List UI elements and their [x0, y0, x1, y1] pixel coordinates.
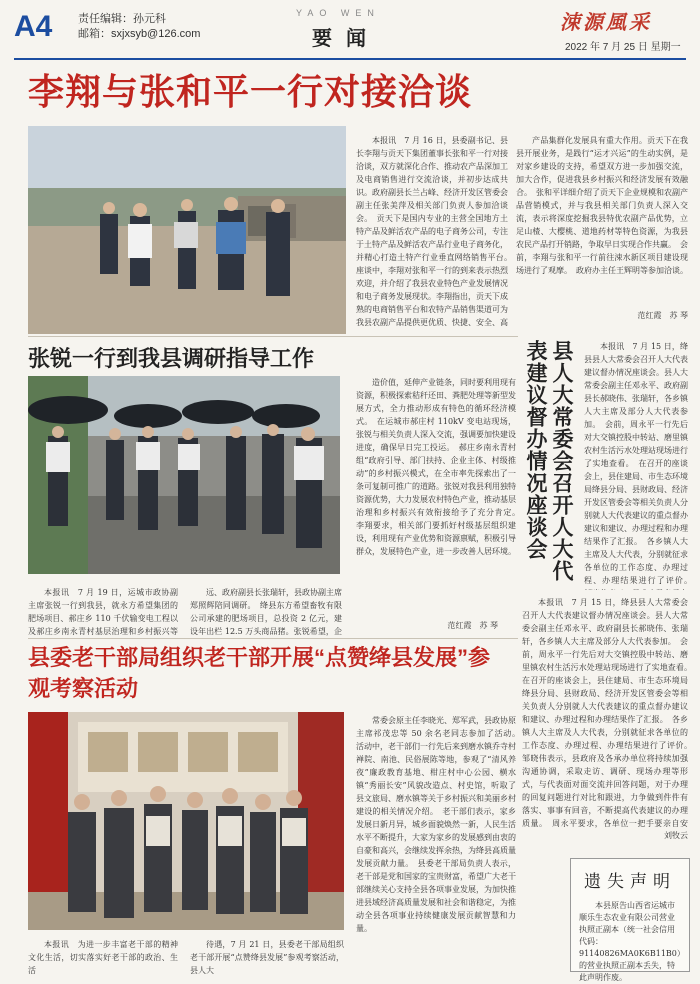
article1-photo: [28, 126, 346, 334]
article2-col-mid: [190, 586, 342, 638]
divider: [28, 336, 518, 337]
umbrella-photo-illustration: [28, 376, 340, 574]
article1-col1: [356, 134, 508, 330]
article4-text-right: 常委会原主任李晓光、郑军武，县政协原主席祁茂忠等 50 余名老同志参加了活动。 活动中，老干部们一行先后来到磨水镇乔寺村禅院、南池、民俗展陈等地，参观了“清风养夜”廉政教育基地、柑庄村中心公园、横水镇“秀丽长安”风貌改造点、村史馆，听取了县文旅局、磨水镇等关于乡村振兴和美丽乡村建设的相关情况介绍。 老干部们表示，家乡发展日新月异，城乡面貌焕然一新，人民生活水平不断提升，大家为家乡的发展感到由衷的自豪和高兴，会继续发挥余热，为绛县高质量发展贡献力量。 县委老干部局负责人表示，老干部是党和国家的宝贵财富，希望广大老干部继续关心支持全县各项事业发展，为加快推进县域经济高质量发展和社会和谐稳定，为推动全县各项事业持续健康发展贡献智慧和力量。: [356, 716, 516, 933]
divider: [28, 638, 518, 639]
article3-text-bottom: 本报讯 7 月 15 日，绛县县人大常委会召开人大代表建议督办情况座谈会。县人大常委会副主任邓永平、政府副县长郝晓伟、张瑞轩，各乡镇人大主席及部分人大代表参加。 会前，周永平一行先后对大交镇控股中转站、磨里镇农村生活污水处理站现场进行了实地查看。 在召开的座谈会上，县住建局、市生态环境局绛县分局、县财政局、经济开发区管委会等相关负责人分别就人大代表建议的重点督办建议和建议、办理过程和办理结果作了汇报。 各乡镇人大主席及人大代表，分别就征求各单位的工作态度、办理过程、办理结果进行了评价。 邹晓伟表示，县政府及各承办单位将持续加强沟通协调，采取走访、调研、现场办理等形式，与代表面对面交流并回答问题，对于办理的回复问题进行对比和跟进，力争做到件件有落实、事事有回音，不断提高代表建议的办理质量。 周永平要求，各单位一把手要亲自安: [522, 598, 688, 828]
article1-text-col1: 本报讯 7 月 16 日，县委副书记、县长李翔与贡天下集团董事长张和平一行对接洽谈，双方就深化合作、推动农产品深加工及电商销售进行交流洽谈，并初步达成共识。政府副县长兰占峰、经济开发区管委会副主任张美萍及相关部门负责人参加洽谈会。 贡天下是国内专业的主营全国地方土特产品及鲜活农产品的电子商务公司，专注于土特产品及鲜活农产品行业电子商务化，并精心打造土特产行业垂直网络销售平台。 座谈中，李翔对张和平一行的到来表示热烈欢迎，并介绍了我县农业特色产业发展情况和电子商务发展现状。李翔指出，贡天下成熟的电商销售平台和农特产品销售渠道可为我县农副产品提供更优质、快捷、安全、高: [356, 136, 508, 327]
article2-col-left: [28, 586, 178, 638]
editor-name: 责任编辑：孙元科: [78, 13, 166, 25]
article4-col-right: [356, 714, 516, 972]
section-pinyin: YAO WEN: [296, 8, 380, 18]
article1-col2: [516, 134, 688, 310]
article4-headline: 县委老干部局组织老干部开展“点赞绛县发展”参观考察活动: [28, 645, 491, 701]
issue-date: 2022 年 7 月 25 日 星期一: [565, 42, 681, 53]
editor-email: 邮箱：sxjxsyb@126.com: [78, 28, 201, 40]
article3-headline: 县人大常委会召开人大代表建议督办情况座谈会: [524, 340, 573, 582]
article3-byline: 刘牧云: [664, 831, 688, 840]
meeting-photo-illustration: [28, 126, 346, 334]
lost-notice-body: 本县原告山西省运城市顺乐生态农业有限公司营业执照正副本（统一社会信用代码：91140826MA0K6B11B0）的营业执照正副本丢失，特此声明作废。: [579, 901, 681, 982]
article4-photo: [28, 712, 344, 930]
article4-col-left: [28, 938, 178, 976]
lost-notice-box: [570, 858, 690, 982]
editor-info: [78, 12, 200, 42]
article1-headline: 李翔与张和平一行对接洽谈: [28, 71, 473, 112]
masthead-rule: [14, 58, 686, 60]
article2-text-right: 造价值，延伸产业链条，同时要利用现有资源，积极探索秸秆还田、粪肥处理等新型发展方式，全力推动形成有特色的循环经济模式。 在运城市郝庄村 110kV 变电站现场，张锐与相关负责人深入交流，强调要加快建设进度，确保早日完工投运。 郝庄乡南永青村组“政府引导、部门扶持、企业主体、村级推动”的乡村振兴模式，在全市率先探索出了一条可复制可推广的道路。张锐对我县利用独特资源优势，大力发展农村特色产业，推动基层治理和乡村振兴有效衔接给予了充分肯定。 李翔要求，相关部门要抓好村级基层组织建设，利用现有产业优势和资源禀赋，积极引导群众，发展特色产业，进一步改善人居环境。: [356, 378, 516, 556]
article1-byline: 范红霞 苏 琴: [637, 311, 688, 320]
article2-text-mid: 远、政府副县长张瑞轩，县政协副主席郑照辉陪同调研。 绛县东方希望畜牧有限公司承建的肥场项目，总投资 2 亿元，建设年出栏 12.5 万头商品猪。张锐希望，企: [190, 588, 342, 636]
article3-col-bottom: [522, 596, 688, 828]
article2-headline: 张锐一行到我县调研指导工作: [28, 346, 315, 371]
exhibition-photo-illustration: [28, 712, 344, 930]
article3-text-top: 本报讯 7 月 15 日，绛县县人大常委会召开人大代表建议督办情况座谈会。县人大常委会副主任邓永平、政府副县长郝晓伟、张瑞轩，各乡镇人大主席及部分人大代表参加。 会前，周永平一行先后对大交镇控股中转站、磨里镇农村生活污水处理站现场进行了实地查看。 在召开的座谈会上，县住建局、市生态环境局绛县分局、县财政局、经济开发区管委会等相关负责人分别就人大代表建议的重点督办建议和建议、办理过程和办理结果作了汇报。 各乡镇人大主席及人大代表，分别就征求各单位的工作态度、办理过程、办理结果进行了评价。: [584, 342, 688, 585]
article2-byline: 范红霞 苏 琴: [447, 621, 498, 630]
lost-notice-title: 遗失声明: [584, 872, 676, 892]
page-number: A4: [14, 10, 53, 43]
article2-text-left: 本报讯 7 月 19 日，运城市政协副主席张锐一行到我县，就永方希望集团的肥场项目、郝庄乡 110 千伏输变电工程以及郝庄乡南永青村基层治理和乡村振兴等: [28, 588, 178, 636]
article2-col-right: [356, 376, 516, 616]
article4-text-left: 本报讯 为进一步丰富老干部的精神文化生活，切实落实好老干部的政治、生活: [28, 940, 178, 975]
paper-name: 涑源風采: [560, 10, 652, 34]
article3-col-top: [584, 340, 688, 590]
section-title: 要闻: [312, 26, 380, 50]
article4-col-mid: [190, 938, 344, 976]
article1-text-col2: 产品集群化发展具有重大作用。贡天下在我县开展业务，是践行“运才兴运”的生动实例，是对家乡建设的支持，希望双方进一步加强交流，加大合作，促进我县乡村振兴和经济发展有效融合。 张和平详细介绍了贡天下企业规模和农副产品营销模式，并与我县相关部门负责人深入交流，表示将深度挖掘我县特优农副产品优势，立足山楂、大樱桃、道地药材等特色资源，为我县农民产品打开销路，争取早日实现合作共赢。 会前，李翔与张和平一行前往涑水新区项目建设现场进行了观摩。 政府办主任王辉明等参加洽谈。: [516, 136, 688, 275]
article2-photo: [28, 376, 340, 574]
article4-text-mid: 待遇，7 月 21 日，县委老干部局组织老干部开展“点赞绛县发展”参观考察活动，县人大: [190, 940, 344, 975]
